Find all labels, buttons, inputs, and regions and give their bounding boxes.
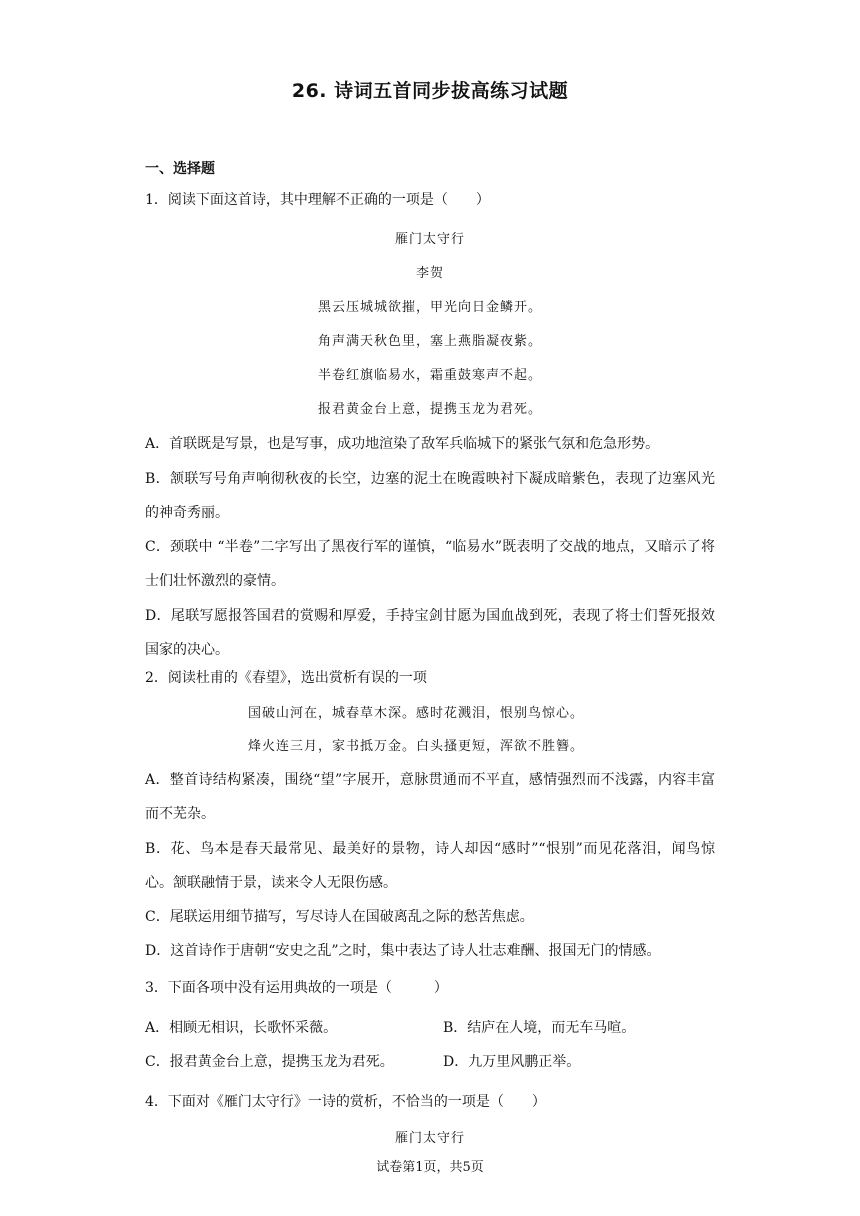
question-1-poem-author: 李贺 [415,266,444,281]
question-1-poem-title: 雁门太守行 [394,232,465,247]
question-2-option-d: D．这首诗作于唐朝“安史之乱”之时，集中表达了诗人壮志难酬、报国无门的情感。 [145,943,661,959]
question-3-option-a: A．相顾无相识，长歌怀采薇。 [145,1020,338,1036]
question-3-stem: 3．下面各项中没有运用典故的一项是（ ） [145,980,448,996]
question-1-option-b: B．颔联写号角声响彻秋夜的长空，边塞的泥土在晚霞映衬下凝成暗紫色，表现了边塞风光的神奇秀丽。 [145,471,715,521]
question-4-poem-title: 雁门太守行 [394,1131,465,1146]
question-2-stem: 2．阅读杜甫的《春望》，选出赏析有误的一项 [145,670,427,686]
question-1-poem-line: 报君黄金台上意，提携玉龙为君死。 [317,402,542,417]
question-2-option-c: C．尾联运用细节描写，写尽诗人在国破离乱之际的愁苦焦虑。 [145,909,534,925]
question-1-poem-line: 角声满天秋色里，塞上燕脂凝夜紫。 [317,334,542,349]
question-1-stem: 1．阅读下面这首诗，其中理解不正确的一项是（ ） [145,192,490,208]
question-1-poem-line: 半卷红旗临易水，霜重鼓寒声不起。 [317,368,542,383]
question-2-option-b: B．花、鸟本是春天最常见、最美好的景物，诗人却因“感时”“恨别”而见花落泪，闻鸟惊心。颔联融情于景，读来令人无限伤感。 [145,841,715,891]
question-1-option-d: D．尾联写愿报答国君的赏赐和厚爱，手持宝剑甘愿为国血战到死，表现了将士们誓死报效国家的决心。 [145,608,715,658]
section-heading: 一、选择题 [145,161,215,177]
page-title: 26. 诗词五首同步拔高练习试题 [291,80,569,102]
question-2-option-a: A．整首诗结构紧凑，围绕“望”字展开，意脉贯通而不平直，感情强烈而不浅露，内容丰富而不芜杂。 [145,772,715,822]
question-2-poem-line: 国破山河在，城春草木深。感时花溅泪，恨别鸟惊心。 [248,706,585,721]
question-3-option-c: C．报君黄金台上意，提携玉龙为君死。 [145,1054,394,1070]
question-3-option-b: B．结庐在人境，而无车马喧。 [443,1020,636,1036]
question-1-option-c: C．颈联中 “半卷”二字写出了黑夜行军的谨慎，“临易水”既表明了交战的地点，又暗示了将士们壮怀激烈的豪情。 [145,539,715,589]
question-4-stem: 4．下面对《雁门太守行》一诗的赏析，不恰当的一项是（ ） [145,1094,546,1110]
question-3-option-d: D．九万里风鹏正举。 [443,1054,581,1070]
question-1-option-a: A．首联既是写景，也是写事，成功地渲染了敌军兵临城下的紧张气氛和危急形势。 [145,436,660,452]
page-footer: 试卷第1页，共5页 [376,1160,484,1175]
question-1-poem-line: 黑云压城城欲摧，甲光向日金鳞开。 [317,300,542,315]
question-2-poem-line: 烽火连三月，家书抵万金。白头搔更短，浑欲不胜簪。 [248,739,585,754]
